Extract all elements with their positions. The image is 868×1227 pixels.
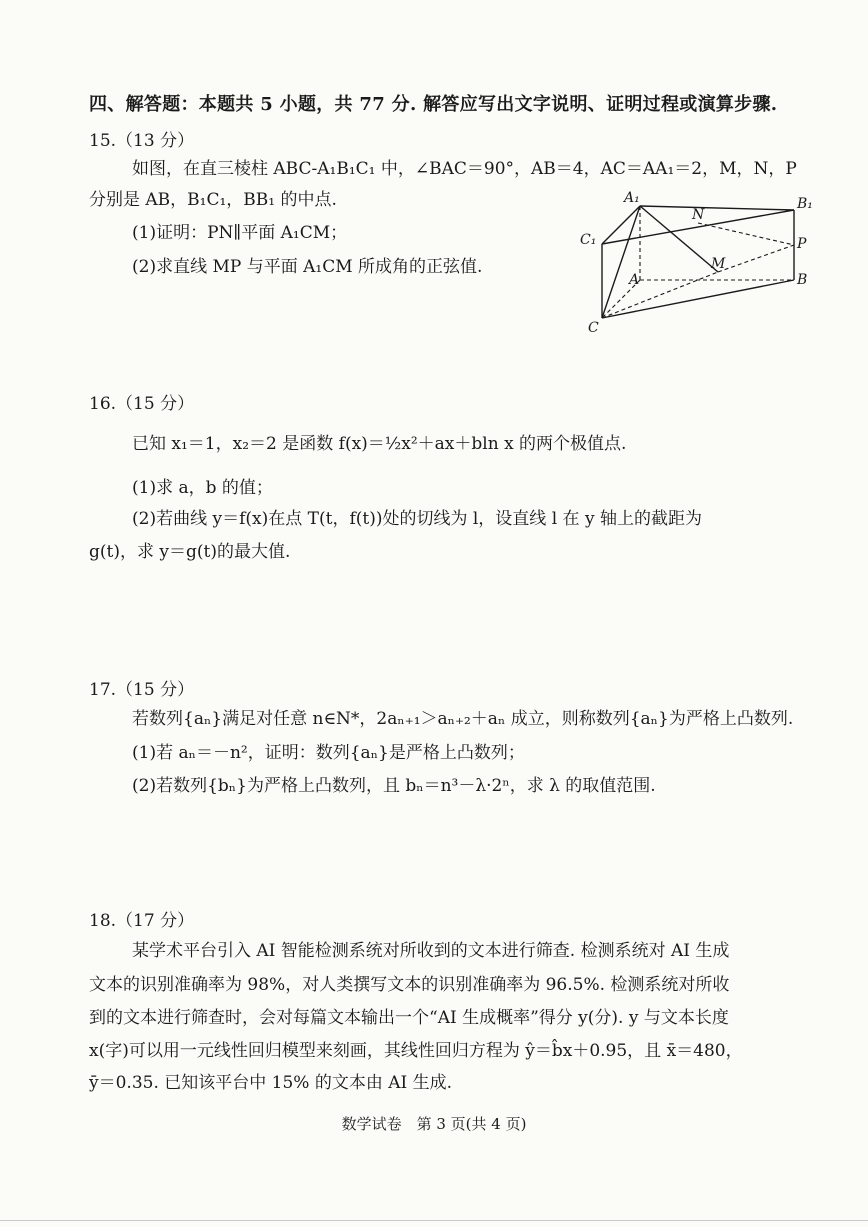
- q16-line-1: 已知 x₁＝1，x₂＝2 是函数 f(x)＝½x²＋ax＋bln x 的两个极值点.: [132, 434, 627, 454]
- q17-line-1: 若数列{aₙ}满足对任意 n∈N*，2aₙ₊₁＞aₙ₊₂＋aₙ 成立，则称数列{aₙ}为严格上凸数列.: [132, 709, 794, 729]
- q17-number: 17.（15 分）: [89, 680, 195, 700]
- q15-part-1: (1)证明：PN∥平面 A₁CM；: [132, 223, 348, 243]
- label-b: B: [797, 272, 808, 288]
- page-footer: 数学试卷 第 3 页(共 4 页): [341, 1115, 527, 1133]
- label-p: P: [797, 236, 807, 252]
- section-heading: 四、解答题：本题共 5 小题，共 77 分. 解答应写出文字说明、证明过程或演算步骤.: [89, 94, 778, 115]
- label-m: M: [711, 256, 726, 272]
- q17-part-2: (2)若数列{bₙ}为严格上凸数列，且 bₙ＝n³－λ·2ⁿ，求 λ 的取值范围.: [132, 776, 656, 796]
- q16-part-2a: (2)若曲线 y＝f(x)在点 T(t，f(t))处的切线为 l，设直线 l 在 y 轴上的截距为: [132, 509, 702, 529]
- q15-part-2: (2)求直线 MP 与平面 A₁CM 所成角的正弦值.: [132, 257, 483, 277]
- prism-figure: [578, 186, 818, 338]
- q15-line-1: 如图，在直三棱柱 ABC-A₁B₁C₁ 中，∠BAC＝90°，AB＝4，AC＝AA₁＝2，M，N，P: [132, 159, 797, 179]
- q15-number: 15.（13 分）: [89, 131, 195, 151]
- label-c1: C₁: [580, 232, 597, 248]
- q17-part-1: (1)若 aₙ＝－n²，证明：数列{aₙ}是严格上凸数列；: [132, 743, 525, 763]
- q18-line-5: ȳ＝0.35. 已知该平台中 15% 的文本由 AI 生成.: [89, 1073, 453, 1093]
- q18-line-3: 到的文本进行筛查时，会对每篇文本输出一个“AI 生成概率”得分 y(分). y 与文本长度: [89, 1008, 729, 1028]
- q16-number: 16.（15 分）: [89, 394, 195, 414]
- q16-part-2b: g(t)，求 y＝g(t)的最大值.: [89, 542, 291, 562]
- label-a1: A₁: [624, 190, 640, 206]
- label-b1: B₁: [797, 196, 813, 212]
- scan-edge-line: [0, 1220, 868, 1221]
- label-a: A: [629, 272, 640, 288]
- q18-line-4: x(字)可以用一元线性回归模型来刻画，其线性回归方程为 ŷ＝b̂x＋0.95，且 x̄＝480，: [89, 1041, 743, 1061]
- q18-number: 18.（17 分）: [89, 911, 195, 931]
- prism-diagram: [578, 186, 818, 338]
- label-n: N: [692, 207, 705, 223]
- q16-part-1: (1)求 a，b 的值；: [132, 478, 273, 498]
- q15-line-2: 分别是 AB，B₁C₁，BB₁ 的中点.: [89, 190, 337, 210]
- label-c: C: [588, 320, 599, 336]
- q18-line-2: 文本的识别准确率为 98%，对人类撰写文本的识别准确率为 96.5%. 检测系统对所收: [89, 975, 730, 995]
- q18-line-1: 某学术平台引入 AI 智能检测系统对所收到的文本进行筛查. 检测系统对 AI 生成: [132, 941, 730, 961]
